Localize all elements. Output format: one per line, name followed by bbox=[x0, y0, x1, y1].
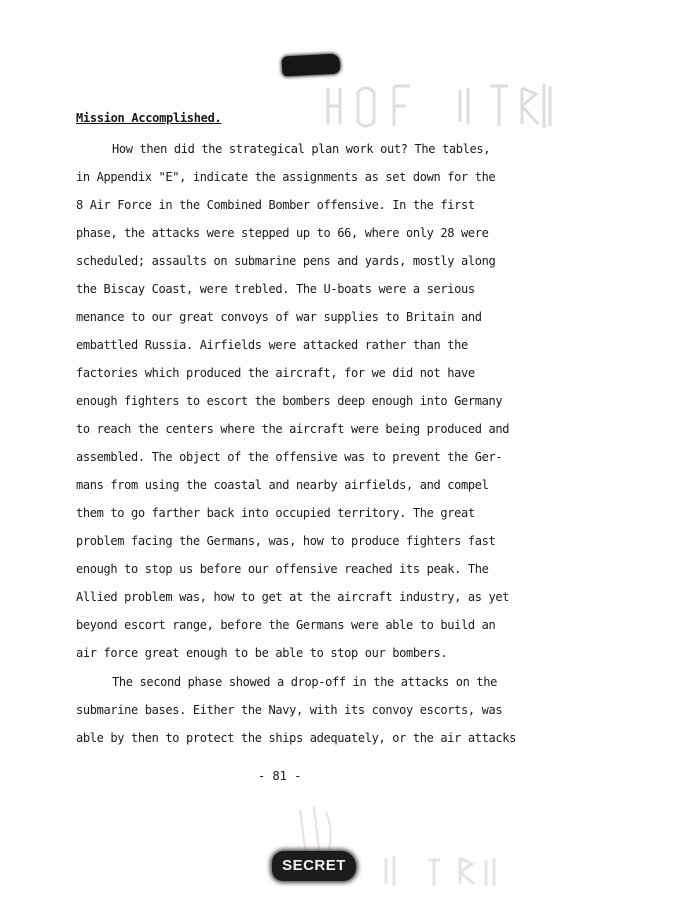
text-line: enough to stop us before our offensive reached its peak. The bbox=[76, 562, 489, 576]
text-line: air force great enough to be able to stop our bombers. bbox=[76, 646, 448, 660]
text-line: the Biscay Coast, were trebled. The U-boats were a serious bbox=[76, 282, 475, 296]
text-line: Allied problem was, how to get at the aircraft industry, as yet bbox=[76, 590, 510, 604]
text-line: scheduled; assaults on submarine pens and yards, mostly along bbox=[76, 254, 496, 268]
text-line: in Appendix "E", indicate the assignments as set down for the bbox=[76, 170, 496, 184]
text-line: factories which produced the aircraft, for we did not have bbox=[76, 366, 475, 380]
text-line: menance to our great convoys of war supplies to Britain and bbox=[76, 310, 482, 324]
text-line: assembled. The object of the offensive was to prevent the Ger- bbox=[76, 450, 503, 464]
section-heading: Mission Accomplished. bbox=[76, 111, 222, 125]
classification-stamp bbox=[272, 851, 356, 881]
text-line: them to go farther back into occupied territory. The great bbox=[76, 506, 475, 520]
text-line: enough fighters to escort the bombers deep enough into Germany bbox=[76, 394, 503, 408]
text-line: How then did the strategical plan work out? The tables, bbox=[112, 142, 491, 156]
classification-stamp-label: SECRET bbox=[282, 857, 346, 874]
text-line: The second phase showed a drop-off in the attacks on the bbox=[112, 675, 497, 689]
text-line: problem facing the Germans, was, how to produce fighters fast bbox=[76, 534, 496, 548]
page-number: - 81 - bbox=[258, 769, 302, 783]
text-line: able by then to protect the ships adequately, or the air attacks bbox=[76, 731, 516, 745]
text-line: phase, the attacks were stepped up to 66, where only 28 were bbox=[76, 226, 489, 240]
text-line: to reach the centers where the aircraft were being produced and bbox=[76, 422, 510, 436]
text-line: submarine bases. Either the Navy, with its convoy escorts, was bbox=[76, 703, 503, 717]
text-line: mans from using the coastal and nearby airfields, and compel bbox=[76, 478, 489, 492]
text-line: embattled Russia. Airfields were attacked rather than the bbox=[76, 338, 468, 352]
text-line: 8 Air Force in the Combined Bomber offensive. In the first bbox=[76, 198, 475, 212]
redaction-mark bbox=[282, 53, 341, 76]
faded-stamp bbox=[318, 78, 558, 134]
text-line: beyond escort range, before the Germans were able to build an bbox=[76, 618, 496, 632]
